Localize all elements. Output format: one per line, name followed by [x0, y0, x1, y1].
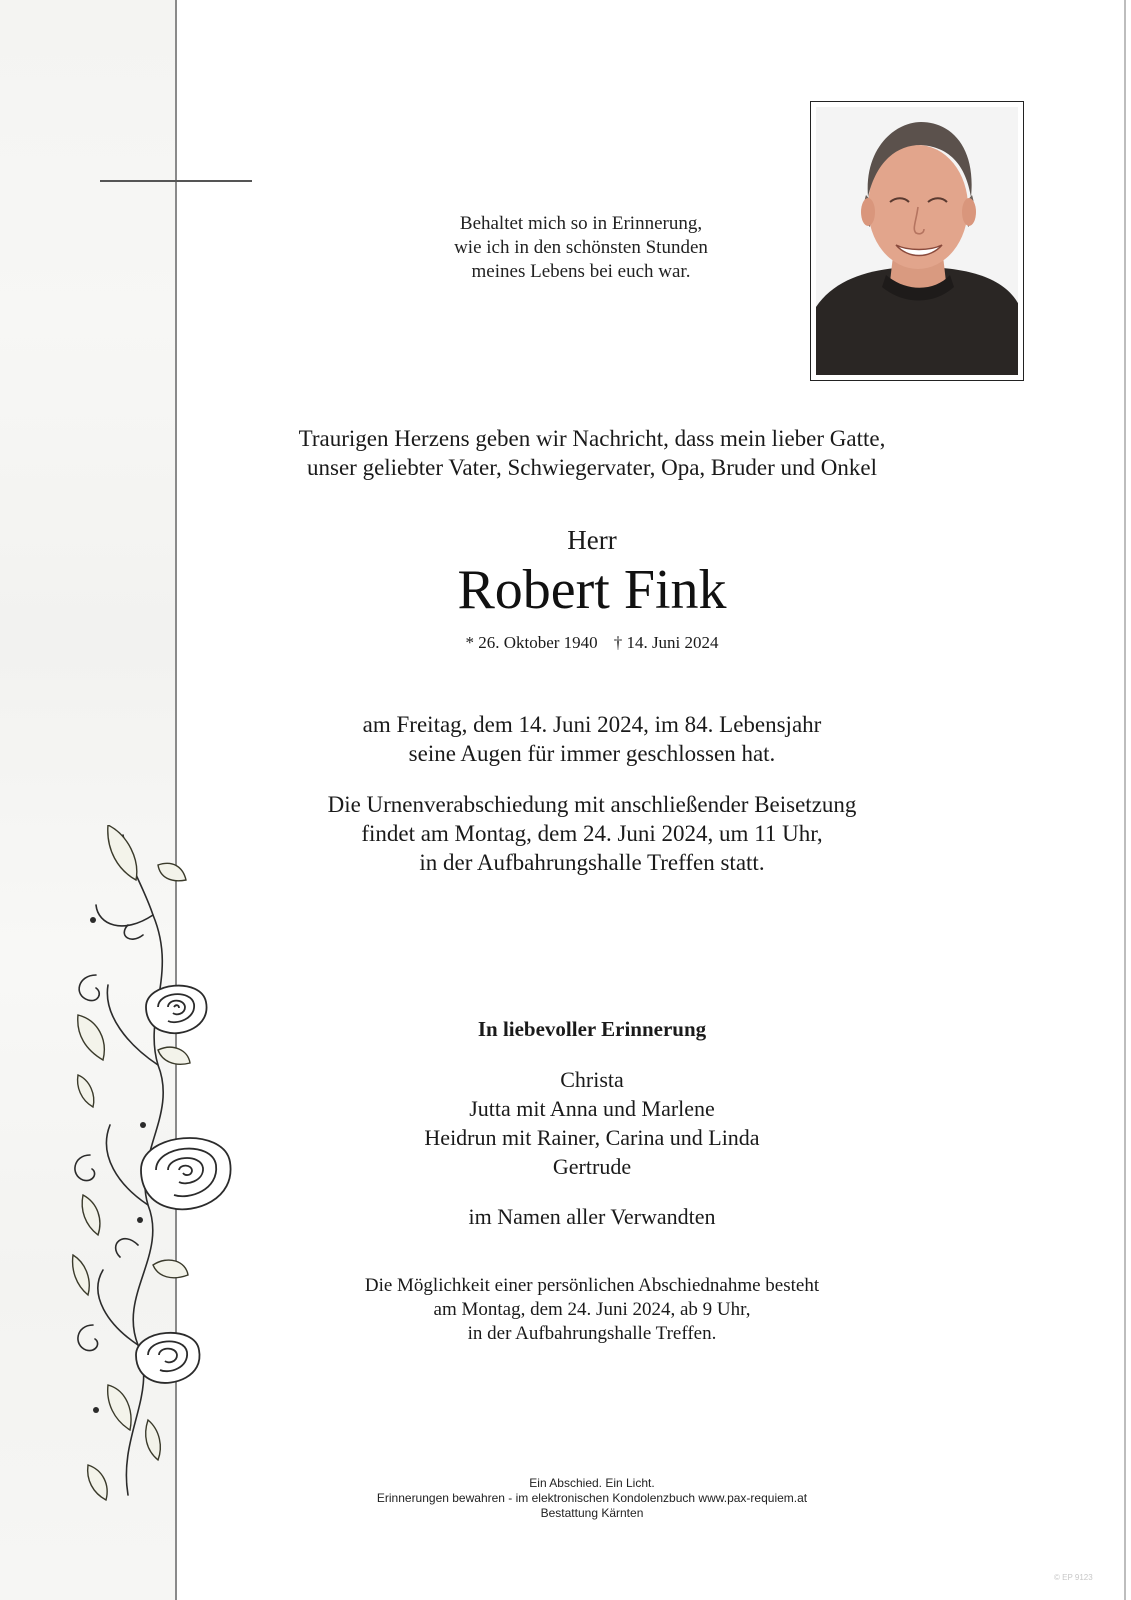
footer: [292, 1476, 892, 1521]
deceased-name: Robert Fink: [457, 559, 727, 621]
relatives-note: im Namen aller Verwandten: [468, 1204, 716, 1229]
memory-heading: In liebevoller Erinnerung: [477, 1017, 707, 1041]
footer-condolence-link[interactable]: Erinnerungen bewahren - im elektronischen Kondolenzbuch www.pax-requiem.at: [376, 1491, 808, 1505]
quote-line: Behaltet mich so in Erinnerung,: [459, 213, 703, 234]
birth-date: * 26. Oktober 1940: [465, 633, 598, 652]
print-code: © EP 9123: [1054, 1573, 1093, 1582]
announcement-intro: [260, 424, 924, 482]
family-list: [342, 1065, 842, 1181]
memorial-quote: [381, 212, 781, 284]
intro-line: unser geliebter Vater, Schwiegervater, Opa, Bruder und Onkel: [307, 455, 877, 480]
death-notice-line: seine Augen für immer geschlossen hat.: [408, 741, 776, 766]
death-notice: [300, 710, 884, 768]
quote-line: meines Lebens bei euch war.: [471, 261, 691, 282]
rose-vine-ornament-icon: [48, 825, 238, 1515]
death-notice-line: am Freitag, dem 14. Juni 2024, im 84. Lebensjahr: [362, 712, 822, 737]
life-dates: [390, 632, 794, 654]
farewell-details: [292, 1274, 892, 1346]
footer-slogan: Ein Abschied. Ein Licht.: [529, 1476, 655, 1490]
funeral-details: [270, 790, 914, 877]
family-member: Jutta mit Anna und Marlene: [469, 1096, 715, 1121]
funeral-line: in der Aufbahrungshalle Treffen statt.: [419, 850, 765, 875]
farewell-line: in der Aufbahrungshalle Treffen.: [467, 1323, 717, 1344]
portrait-frame: [810, 101, 1024, 381]
cross-horizontal-line: [100, 180, 252, 182]
page-edge-line: [1124, 0, 1126, 1600]
death-date: † 14. Juni 2024: [613, 633, 719, 652]
quote-line: wie ich in den schönsten Stunden: [454, 237, 708, 258]
farewell-line: am Montag, dem 24. Juni 2024, ab 9 Uhr,: [433, 1299, 751, 1320]
farewell-line: Die Möglichkeit einer persönlichen Abschiednahme besteht: [364, 1275, 820, 1296]
family-member: Christa: [560, 1067, 624, 1092]
portrait-photo: [816, 107, 1018, 375]
funeral-line: findet am Montag, dem 24. Juni 2024, um 11 Uhr,: [361, 821, 823, 846]
funeral-line: Die Urnenverabschiedung mit anschließender Beisetzung: [327, 792, 857, 817]
family-member: Heidrun mit Rainer, Carina und Linda: [424, 1125, 760, 1150]
footer-company: Bestattung Kärnten: [540, 1506, 644, 1520]
salutation: Herr: [567, 525, 617, 555]
family-member: Gertrude: [552, 1154, 632, 1179]
portrait-photo-icon: [816, 107, 1018, 375]
intro-line: Traurigen Herzens geben wir Nachricht, dass mein lieber Gatte,: [298, 426, 886, 451]
